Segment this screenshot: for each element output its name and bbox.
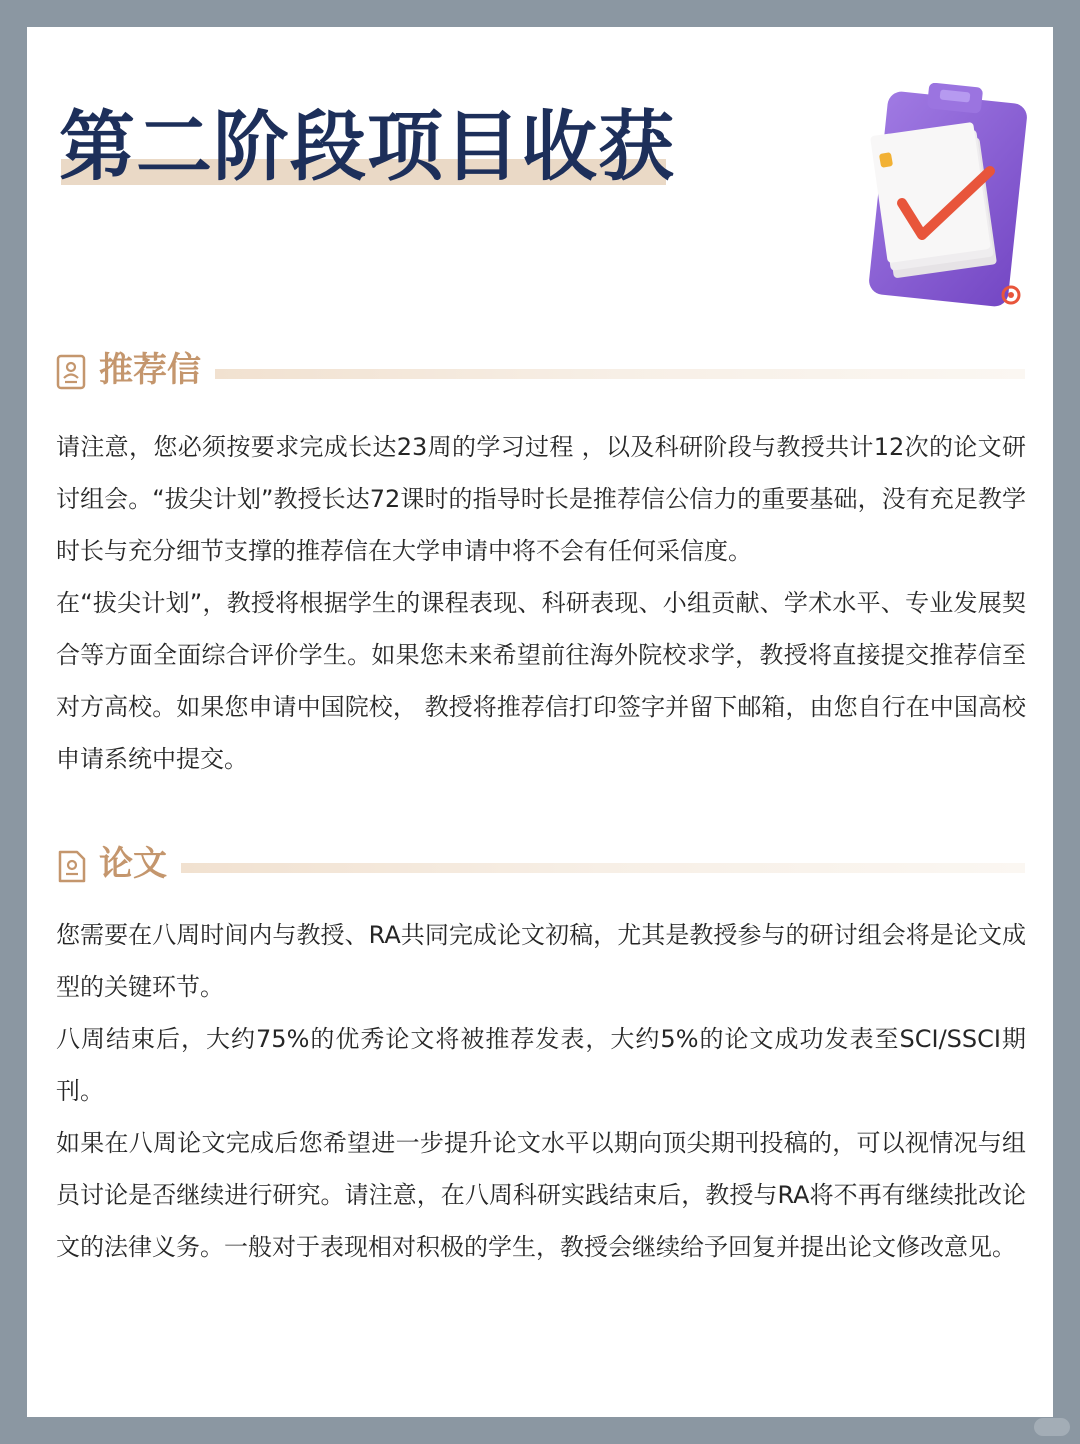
watermark-logo: [1034, 1418, 1070, 1436]
content-card: [27, 27, 1053, 1417]
paragraph: 请注意，您必须按要求完成长达23周的学习过程 ，以及科研阶段与教授共计12次的论文研讨组会。“拔尖计划”教授长达72课时的指导时长是推荐信公信力的重要基础，没有充足教学时长与充分细节支撑的推荐信在大学申请中将不会有任何采信度。: [56, 433, 1026, 565]
section-header-paper: [55, 839, 1025, 889]
section-heading: 论文: [99, 844, 167, 884]
paragraph: 您需要在八周时间内与教授、RA共同完成论文初稿，尤其是教授参与的研讨组会将是论文成型的关键环节。: [56, 921, 1026, 1001]
clipboard-checkmark-icon: [842, 83, 1027, 308]
section-divider: [215, 369, 1025, 379]
paragraph: 如果在八周论文完成后您希望进一步提升论文水平以期向顶尖期刊投稿的，可以视情况与组员讨论是否继续进行研究。请注意，在八周科研实践结束后，教授与RA将不再有继续批改论文的法律义务。一般对于表现相对积极的学生，教授会继续给予回复并提出论文修改意见。: [56, 1129, 1026, 1261]
document-icon: [55, 847, 89, 885]
section-divider: [181, 863, 1025, 873]
section-header-recommendation: [55, 345, 1025, 395]
page-title: 第二阶段项目收获: [59, 102, 675, 191]
section-heading: 推荐信: [99, 350, 201, 390]
paragraph: 在“拔尖计划”，教授将根据学生的课程表现、科研表现、小组贡献、学术水平、专业发展契合等方面全面综合评价学生。如果您未来希望前往海外院校求学，教授将直接提交推荐信至对方高校。如果您申请中国院校， 教授将推荐信打印签字并留下邮箱，由您自行在中国高校申请系统中提交。: [56, 589, 1026, 773]
recommendation-body: [56, 421, 1026, 785]
paragraph: 八周结束后，大约75%的优秀论文将被推荐发表，大约5%的论文成功发表至SCI/SSCI期刊。: [56, 1025, 1026, 1105]
paper-body: [56, 909, 1026, 1273]
id-badge-icon: [55, 353, 89, 391]
